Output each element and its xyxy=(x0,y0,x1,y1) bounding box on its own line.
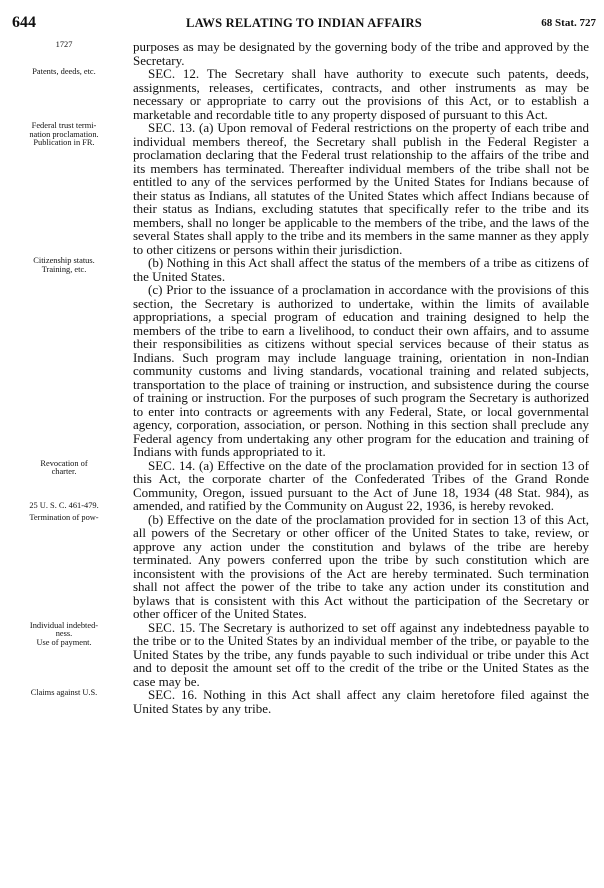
marginal-note-line: 1727 xyxy=(55,40,73,49)
marginal-note-line: nation proclamation. xyxy=(29,129,99,139)
paragraph-text: SEC. 14. (a) Effective on the date of the proclamation provided for in section 13 of this Act, the corporate charter of the Confederated Tribes of the Grand Ronde Community, Oregon, issued pursuant to the Act of June 18, 1934 (48 Stat. 984), as amended, and ratified by the Community on August 22, 1936, is hereby revoked. xyxy=(133,457,589,513)
marginal-note xyxy=(0,514,128,523)
marginal-note xyxy=(0,41,128,50)
paragraph-text: SEC. 15. The Secretary is authorized to set off against any indebtedness payable to the tribe or to the United States by an individual member of the tribe, or payable to the United States by the tribe, any funds payable to such individual or tribe under this Act and to deposit the amount set off to the credit of the tribe or the United States as the case may be. xyxy=(133,619,589,689)
section-row xyxy=(0,256,604,283)
marginal-note xyxy=(0,460,128,512)
section-paragraph xyxy=(133,256,589,283)
section-row xyxy=(0,283,604,459)
section-row xyxy=(0,621,604,689)
paragraph-text: (b) Effective on the date of the proclamation provided for in section 13 of this Act, all powers of the Secretary or other officer of the United States to take, review, or approve any action under the constitution and bylaws of the tribe are hereby terminated. Any powers conferred upon the tribe by such constitution which are inconsistent with the provisions of the Act are hereby terminated. Such termination shall not affect the power of the tribe to take any action under its constitution and bylaws that is consistent with this Act without the participation of the Secretary or other officer of the United States. xyxy=(133,511,589,621)
section-paragraph xyxy=(133,513,589,621)
section-paragraph xyxy=(133,621,589,689)
marginal-note-line: Termination of pow- xyxy=(29,512,99,522)
marginal-note xyxy=(0,689,128,698)
section-row xyxy=(0,688,604,715)
page-body xyxy=(0,40,604,715)
section-row xyxy=(0,67,604,121)
marginal-note-line: Use of payment. xyxy=(36,637,92,647)
paragraph-text: (c) Prior to the issuance of a proclamation in accordance with the provisions of this section, the Secretary is authorized to undertake, within the limits of available appropriations, a special program of education and training designed to help the members of the tribe to earn a livelihood, to conduct their own affairs, and to assume their responsibilities as citizens without special services because of their status as Indians. Such program may include language training, orientation in non-Indian community customs and living standards, vocational training and related subjects, transportation to the place of training or instruction, and subsistence during the course of training or instruction. For the purposes of such program the Secretary is authorized to enter into contracts or agreements with any Federal, State, or local governmental agency, corporation, association, or person. Nothing in this section shall preclude any Federal agency from undertaking any other program for the education and training of Indians with funds appropriated to it. xyxy=(133,282,589,459)
marginal-note-line: Publication in FR. xyxy=(33,138,95,148)
section-paragraph xyxy=(133,283,589,459)
marginal-note xyxy=(0,122,128,148)
marginal-note xyxy=(0,257,128,274)
paragraph-text: (b) Nothing in this Act shall affect the status of the members of a tribe as citizens of the United States. xyxy=(133,255,589,284)
marginal-note-line: Revocation of xyxy=(40,458,88,468)
section-row xyxy=(0,121,604,256)
paragraph-text: SEC. 16. Nothing in this Act shall affect any claim heretofore filed against the United States by any tribe. xyxy=(133,687,589,716)
marginal-note-line: 25 U. S. C. 461-479. xyxy=(29,501,99,511)
marginal-note xyxy=(0,622,128,648)
page-header xyxy=(12,14,596,36)
marginal-note-line: Individual indebted- xyxy=(29,620,99,630)
running-title: LAWS RELATING TO INDIAN AFFAIRS xyxy=(186,16,422,30)
section-row xyxy=(0,459,604,513)
section-paragraph xyxy=(133,688,589,715)
marginal-note xyxy=(0,68,128,77)
marginal-note-line: Patents, deeds, etc. xyxy=(32,67,96,76)
section-paragraph xyxy=(133,459,589,513)
section-paragraph xyxy=(133,121,589,256)
marginal-note-line: ness. xyxy=(55,629,73,639)
marginal-note-line: Claims against U.S. xyxy=(30,688,98,697)
section-paragraph xyxy=(133,40,589,67)
paragraph-text: SEC. 12. The Secretary shall have authority to execute such patents, deeds, assignments, releases, certificates, contracts, and other instruments as may be necessary or appropriate to carry out the provisions of this Act, or to establish a marketable and recordable title to any property disposed of pursuant to this Act. xyxy=(133,66,589,122)
paragraph-text: purposes as may be designated by the governing body of the tribe and approved by the Secretary. xyxy=(133,39,589,68)
marginal-note-line: Citizenship status. xyxy=(33,256,95,265)
marginal-note-line: Training, etc. xyxy=(41,264,87,274)
section-paragraph xyxy=(133,67,589,121)
marginal-note-line: Federal trust termi- xyxy=(31,121,97,130)
marginal-note-line: charter. xyxy=(51,467,77,477)
statute-citation: 68 Stat. 727 xyxy=(541,17,596,29)
paragraph-text: SEC. 13. (a) Upon removal of Federal restrictions on the property of each tribe and individual members thereof, the Secretary shall publish in the Federal Register a proclamation declaring that the Federal trust relationship to the affairs of the tribe and its members has terminated. Thereafter individual members of the tribe shall not be entitled to any of the services performed by the United States for Indians because of their status as Indians, all statutes of the United States which affect Indians because of their status as Indians, excluding statutes that specifically refer to the tribe and its members, shall no longer be applicable to the members of the tribe, and the laws of the several States shall apply to the tribe and its members in the same manner as they apply to other citizens or persons within their jurisdiction. xyxy=(133,120,589,257)
section-row xyxy=(0,513,604,621)
page-number: 644 xyxy=(12,14,36,31)
section-row xyxy=(0,40,604,67)
